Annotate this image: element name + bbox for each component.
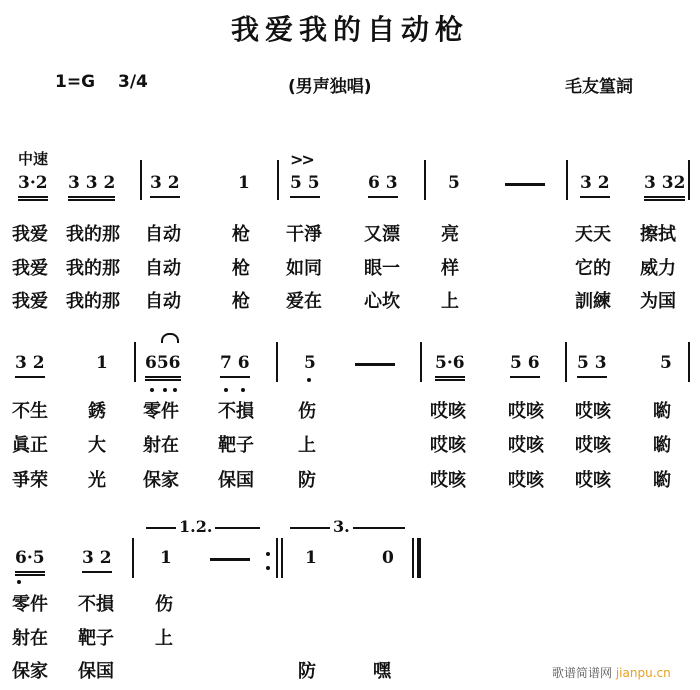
- lyric: 它的: [575, 258, 611, 279]
- lyric: 我爱: [12, 291, 48, 312]
- volta-label: 1.2.: [176, 517, 215, 536]
- barline: [688, 342, 690, 382]
- barline: [420, 342, 422, 382]
- barline: [276, 342, 278, 382]
- note: 1: [305, 548, 317, 568]
- key-signature: 1=G: [55, 72, 96, 92]
- note: 1: [160, 548, 172, 568]
- lyric: 自动: [145, 258, 181, 279]
- lyric: 我爱: [12, 224, 48, 245]
- lyric: 上: [298, 435, 316, 456]
- low-octave-dot: [150, 388, 154, 392]
- low-octave-dot: [17, 580, 21, 584]
- lyric: 哎咳: [508, 470, 544, 491]
- sustain-dash: [210, 558, 250, 561]
- lyric: 我的那: [66, 291, 120, 312]
- note-group: 3 3 2: [68, 173, 115, 201]
- barline: [134, 342, 136, 382]
- note: 1: [96, 353, 108, 373]
- lyric: 眼一: [364, 258, 400, 279]
- note-group: 3 2: [15, 353, 45, 378]
- note-group: 7 6: [220, 353, 250, 378]
- lyric: 靶子: [218, 435, 254, 456]
- lyric: 射在: [12, 628, 48, 649]
- note-group: 3 32: [644, 173, 685, 201]
- note: 0: [382, 548, 394, 568]
- barline: [140, 160, 142, 200]
- lyricist: 毛友篁詞: [565, 77, 633, 97]
- volta-bracket-3: [290, 517, 405, 537]
- lyric: 保家: [143, 470, 179, 491]
- note: 5: [448, 173, 460, 193]
- lyric: 銹: [88, 401, 106, 422]
- lyric: 如同: [286, 258, 322, 279]
- note-group: 3 2: [580, 173, 610, 198]
- lyric: 枪: [232, 258, 250, 279]
- lyric: 不損: [218, 401, 254, 422]
- lyric: 保家: [12, 661, 48, 682]
- lyric: 擦拭: [640, 224, 676, 245]
- barline: [565, 342, 567, 382]
- lyric: 零件: [143, 401, 179, 422]
- lyric: 样: [441, 258, 459, 279]
- repeat-dot: [266, 566, 270, 570]
- repeat-barline: [281, 538, 283, 578]
- lyric: 爱在: [286, 291, 322, 312]
- lyric: 伤: [298, 401, 316, 422]
- lyric: 不損: [78, 594, 114, 615]
- lyric: 威力: [640, 258, 676, 279]
- barline: [277, 160, 279, 200]
- lyric: 眞正: [12, 435, 48, 456]
- tempo-marking: 中速: [18, 150, 49, 168]
- lyric: 又漂: [364, 224, 400, 245]
- lyric: 光: [88, 470, 106, 491]
- lyric: 防: [298, 661, 316, 682]
- lyric: 心坎: [364, 291, 400, 312]
- note: 1: [238, 173, 250, 193]
- lyric: 射在: [143, 435, 179, 456]
- barline: [688, 160, 690, 200]
- performance-note: (男声独唱): [288, 77, 372, 97]
- lyric: 自动: [145, 224, 181, 245]
- lyric: 哎咳: [575, 470, 611, 491]
- lyric: 我的那: [66, 258, 120, 279]
- note-group: 6 3: [368, 173, 398, 198]
- lyric: 哎咳: [430, 470, 466, 491]
- accent-marks: >>: [290, 150, 313, 169]
- lyric: 干淨: [286, 224, 322, 245]
- lyric: 保国: [78, 661, 114, 682]
- note-group: 5 6: [510, 353, 540, 378]
- lyric: 哎咳: [430, 401, 466, 422]
- note: 5: [304, 353, 316, 373]
- lyric: 天天: [575, 224, 611, 245]
- note-group: 5·6: [435, 353, 465, 381]
- lyric: 靶子: [78, 628, 114, 649]
- lyric: 訓練: [575, 291, 611, 312]
- lyric: 大: [88, 435, 106, 456]
- note-group: 5 3: [577, 353, 607, 378]
- note-group: 3 2: [150, 173, 180, 198]
- low-octave-dot: [224, 388, 228, 392]
- barline: [566, 160, 568, 200]
- lyric: 哎咳: [575, 435, 611, 456]
- low-octave-dot: [163, 388, 167, 392]
- final-barline: [417, 538, 421, 578]
- lyric: 喲: [653, 435, 671, 456]
- final-barline: [412, 538, 414, 578]
- low-octave-dot: [241, 388, 245, 392]
- lyric: 为国: [640, 291, 676, 312]
- lyric: 哎咳: [508, 401, 544, 422]
- lyric: 我的那: [66, 224, 120, 245]
- lyric: 保国: [218, 470, 254, 491]
- repeat-barline: [276, 538, 278, 578]
- note-group: 656: [145, 353, 181, 381]
- note-group: 3·2: [18, 173, 48, 201]
- tie-slur: [161, 333, 179, 343]
- low-octave-dot: [307, 378, 311, 382]
- barline: [132, 538, 134, 578]
- volta-label: 3.: [330, 517, 353, 536]
- lyric: 爭荣: [12, 470, 48, 491]
- watermark-url: jianpu.cn: [615, 666, 671, 680]
- lyric: 防: [298, 470, 316, 491]
- lyric: 自动: [145, 291, 181, 312]
- barline: [424, 160, 426, 200]
- low-octave-dot: [173, 388, 177, 392]
- lyric: 哎咳: [430, 435, 466, 456]
- volta-bracket-1-2: [146, 517, 260, 537]
- lyric: 上: [441, 291, 459, 312]
- lyric: 亮: [441, 224, 459, 245]
- lyric: 枪: [232, 224, 250, 245]
- sustain-dash: [355, 363, 395, 366]
- lyric: 枪: [232, 291, 250, 312]
- lyric: 哎咳: [508, 435, 544, 456]
- lyric: 我爱: [12, 258, 48, 279]
- note-group: 5 5: [290, 173, 320, 198]
- lyric: 喲: [653, 470, 671, 491]
- song-title: 我爱我的自动枪: [230, 13, 469, 46]
- lyric: 不生: [12, 401, 48, 422]
- watermark: [552, 664, 671, 681]
- repeat-dot: [266, 552, 270, 556]
- watermark-cn: 歌谱简谱网: [552, 666, 613, 680]
- lyric: 上: [155, 628, 173, 649]
- lyric: 伤: [155, 594, 173, 615]
- note-group: 3 2: [82, 548, 112, 573]
- lyric: 嘿: [373, 661, 391, 682]
- lyric: 喲: [653, 401, 671, 422]
- note-group: 6·5: [15, 548, 45, 576]
- note: 5: [660, 353, 672, 373]
- sustain-dash: [505, 183, 545, 186]
- lyric: 哎咳: [575, 401, 611, 422]
- lyric: 零件: [12, 594, 48, 615]
- time-signature: 3/4: [118, 72, 148, 92]
